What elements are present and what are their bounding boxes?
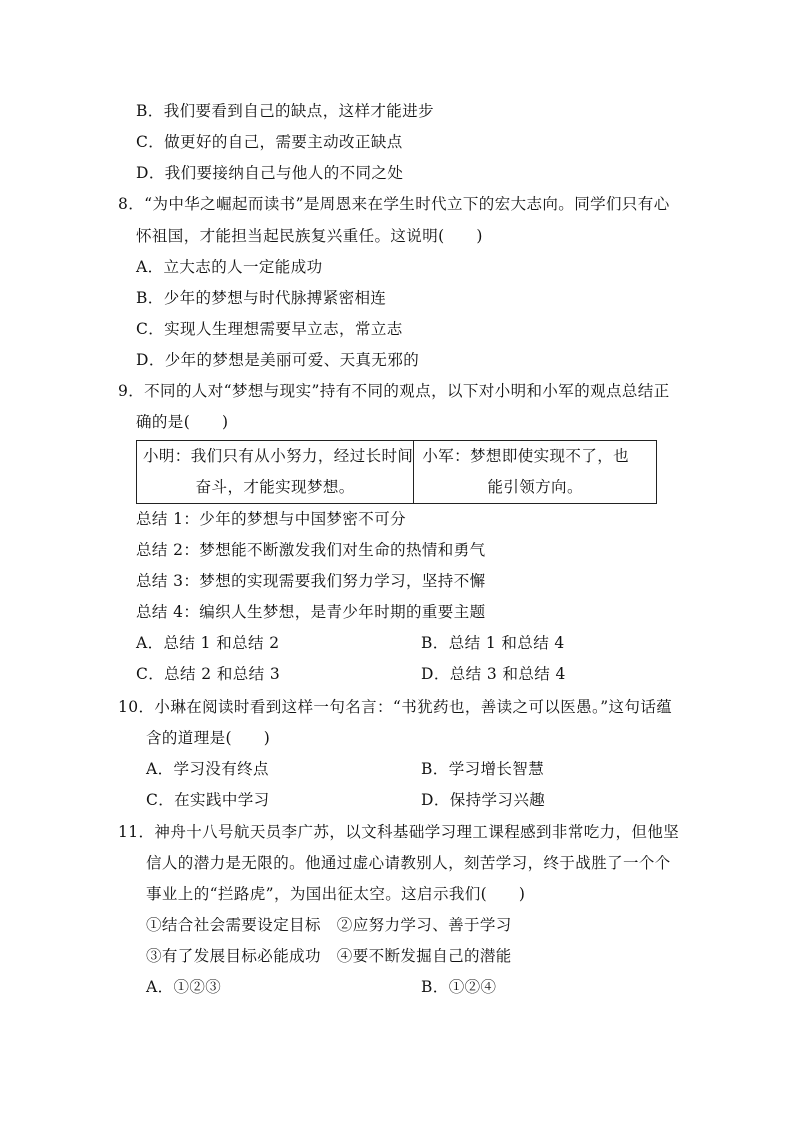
q11-option-b: B．①②④ bbox=[421, 978, 497, 996]
q10-option-b: B．学习增长智慧 bbox=[421, 760, 545, 778]
q11-stem-line1: 11．神舟十八号航天员李广苏，以文科基础学习理工课程感到非常吃力，但他坚 bbox=[118, 823, 680, 841]
q8-option-a: A．立大志的人一定能成功 bbox=[136, 258, 323, 276]
q8-option-d: D．少年的梦想是美丽可爱、天真无邪的 bbox=[136, 351, 420, 369]
q11-option-a: A．①②③ bbox=[146, 978, 222, 996]
q8-option-c: C．实现人生理想需要早立志，常立志 bbox=[136, 320, 403, 338]
q10-stem-line2: 含的道理是( ) bbox=[146, 729, 271, 747]
q11-stem-line2: 信人的潜力是无限的。他通过虚心请教别人，刻苦学习，终于战胜了一个个 bbox=[146, 854, 671, 872]
q8-stem-line1: 8．“为中华之崛起而读书”是周恩来在学生时代立下的宏大志向。同学们只有心 bbox=[118, 195, 670, 213]
q9-summary-3: 总结 3：梦想的实现需要我们努力学习，坚持不懈 bbox=[136, 572, 486, 590]
q8-stem-line2: 怀祖国，才能担当起民族复兴重任。这说明( ) bbox=[136, 227, 483, 245]
q10-stem-line1: 10．小琳在阅读时看到这样一句名言：“书犹药也，善读之可以医愚。”这句话蕴 bbox=[118, 698, 673, 716]
q9-summary-1: 总结 1：少年的梦想与中国梦密不可分 bbox=[136, 510, 406, 528]
q7-option-d: D．我们要接纳自己与他人的不同之处 bbox=[136, 164, 404, 182]
q7-option-b: B．我们要看到自己的缺点，这样才能进步 bbox=[136, 102, 434, 120]
q8-option-b: B．少年的梦想与时代脉搏紧密相连 bbox=[136, 289, 387, 307]
xiaoming-viewpoint-line1: 小明：我们只有从小努力，经过长时间 bbox=[143, 447, 414, 465]
q9-summary-2: 总结 2：梦想能不断激发我们对生命的热情和勇气 bbox=[136, 541, 486, 559]
q7-option-c: C．做更好的自己，需要主动改正缺点 bbox=[136, 133, 403, 151]
q11-stem-line3: 事业上的“拦路虎”，为国出征太空。这启示我们( ) bbox=[146, 885, 526, 903]
xiaoming-viewpoint-line2: 奋斗，才能实现梦想。 bbox=[195, 478, 355, 496]
q11-choices-line1: ①结合社会需要设定目标 ②应努力学习、善于学习 bbox=[146, 916, 512, 934]
q10-option-c: C．在实践中学习 bbox=[146, 791, 270, 809]
q9-option-b: B．总结 1 和总结 4 bbox=[421, 634, 565, 652]
q11-choices-line2: ③有了发展目标必能成功 ④要不断发掘自己的潜能 bbox=[146, 947, 512, 965]
q9-option-a: A．总结 1 和总结 2 bbox=[136, 634, 280, 652]
xiaojun-viewpoint-line2: 能引领方向。 bbox=[487, 478, 583, 496]
q9-summary-4: 总结 4：编织人生梦想，是青少年时期的重要主题 bbox=[136, 603, 486, 621]
xiaojun-viewpoint-cell bbox=[414, 441, 657, 504]
q9-stem-line2: 确的是( ) bbox=[136, 413, 229, 431]
q9-option-d: D．总结 3 和总结 4 bbox=[421, 665, 566, 683]
q10-option-a: A．学习没有终点 bbox=[146, 760, 269, 778]
q9-viewpoint-table bbox=[136, 440, 657, 504]
q9-option-c: C．总结 2 和总结 3 bbox=[136, 665, 281, 683]
xiaoming-viewpoint-cell bbox=[137, 441, 414, 504]
q10-option-d: D．保持学习兴趣 bbox=[421, 791, 546, 809]
q9-stem-line1: 9．不同的人对“梦想与现实”持有不同的观点，以下对小明和小军的观点总结正 bbox=[118, 382, 670, 400]
xiaojun-viewpoint-line1: 小军：梦想即使实现不了，也 bbox=[422, 447, 630, 465]
